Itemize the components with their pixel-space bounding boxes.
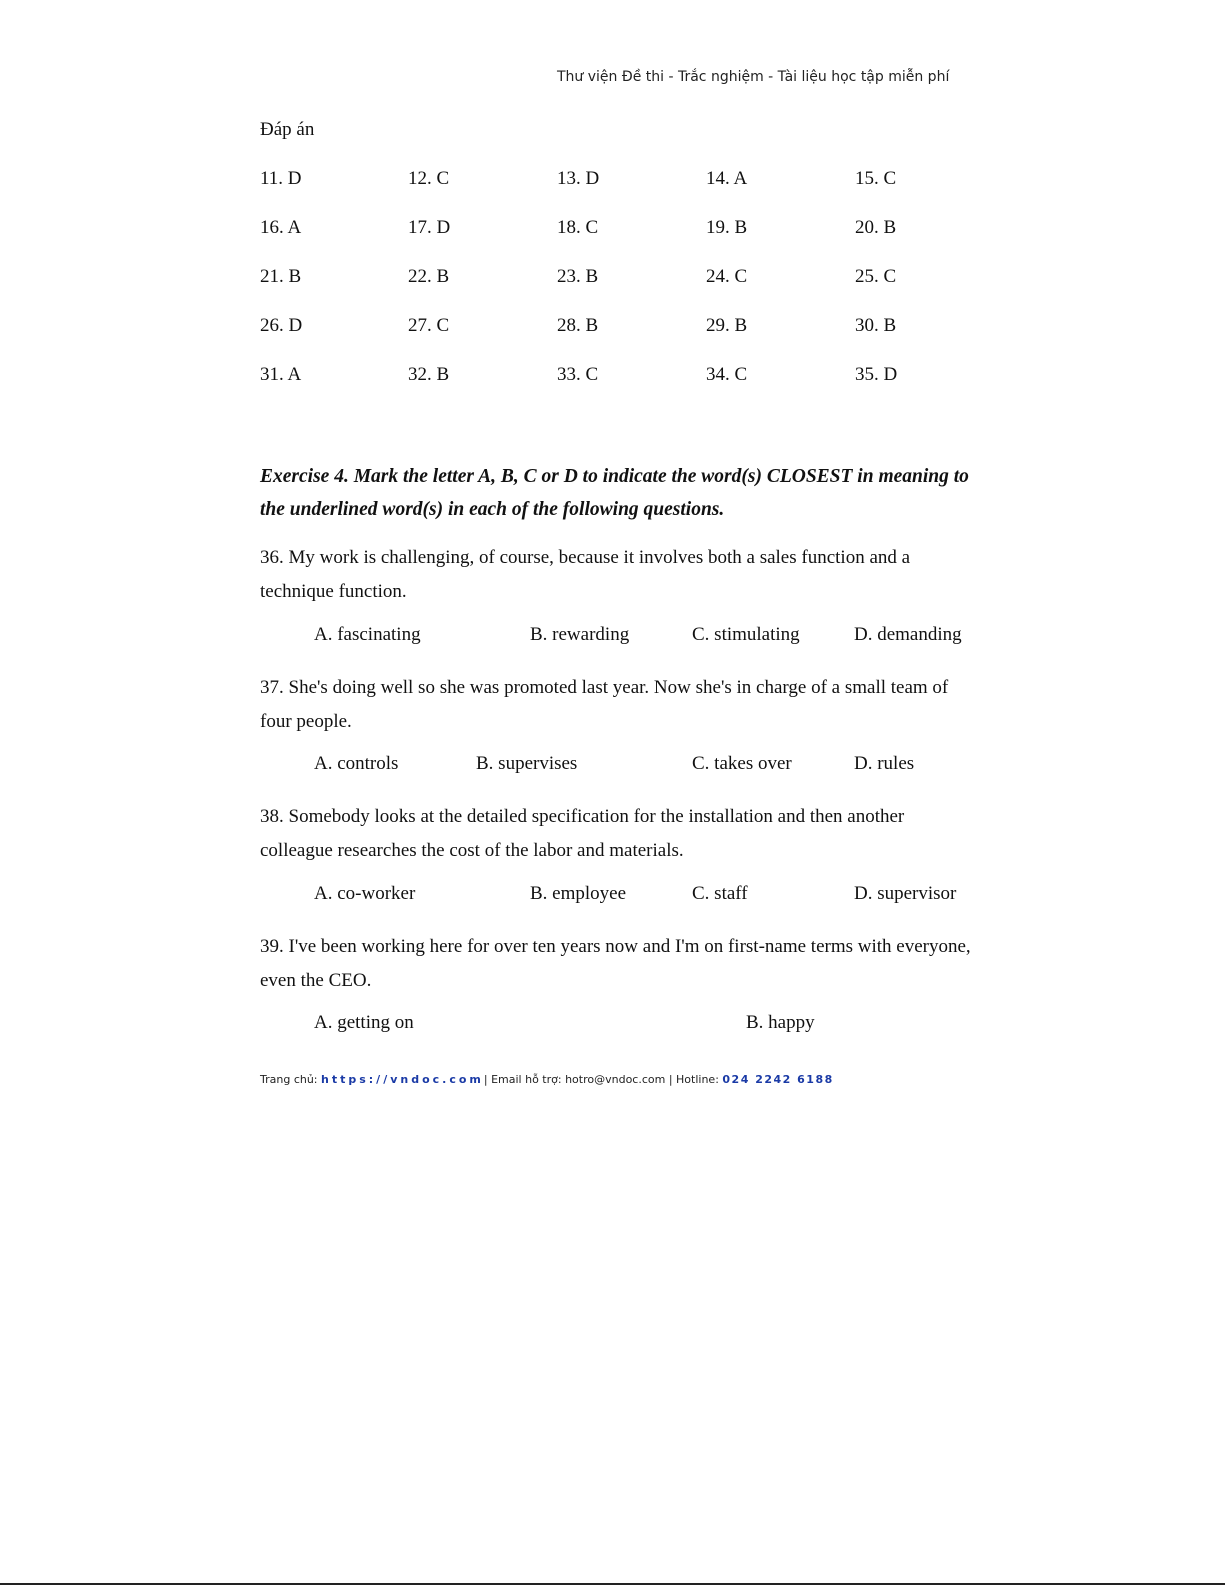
option-c: C. stimulating [692,624,800,645]
option-c: C. staff [692,883,748,904]
option-d: D. demanding [854,624,962,645]
answer-item: 31. A [260,364,302,385]
answer-item: 14. A [706,168,748,189]
answer-item: 32. B [408,364,450,385]
option-a: A. fascinating [314,624,421,645]
answer-item: 34. C [706,364,748,385]
answer-item: 11. D [260,168,302,189]
question-39: 39. I've been working here for over ten years now and I'm on first-name terms with everyone, even the CEO. [260,936,971,991]
question-36: 36. My work is challenging, of course, because it involves both a sales function and a technique function. [260,547,911,602]
exercise-title: Exercise 4. Mark the letter A, B, C or D to indicate the word(s) CLOSEST in meaning to the underlined word(s) in each of the following questions. [260,466,969,520]
answer-item: 26. D [260,315,303,336]
option-c: C. takes over [692,753,792,774]
answer-item: 25. C [855,266,897,287]
answer-item: 18. C [557,217,599,238]
answer-item: 20. B [855,217,897,238]
answer-item: 29. B [706,315,748,336]
option-b: B. supervises [476,753,578,774]
answer-item: 17. D [408,217,451,238]
option-a: A. getting on [314,1012,414,1033]
answer-item: 15. C [855,168,897,189]
answer-item: 24. C [706,266,748,287]
footer-hotline: 024 2242 6188 [722,1073,834,1086]
option-d: D. rules [854,753,915,774]
answer-item: 21. B [260,266,302,287]
answer-item: 22. B [408,266,450,287]
question-37: 37. She's doing well so she was promoted last year. Now she's in charge of a small team of four people. [260,677,949,732]
answers-label: Đáp án [260,119,315,140]
option-b: B. employee [530,883,627,904]
footer-email: | Email hỗ trợ: hotro@vndoc.com | Hotline: [483,1073,723,1086]
answer-item: 12. C [408,168,450,189]
option-a: A. co-worker [314,883,416,904]
page-footer [260,1073,834,1086]
answer-item: 35. D [855,364,898,385]
page-header: Thư viện Đề thi - Trắc nghiệm - Tài liệu học tập miễn phí [557,69,950,85]
answer-item: 16. A [260,217,302,238]
answer-item: 28. B [557,315,599,336]
footer-home-link[interactable]: https://vndoc.com [321,1073,484,1086]
answer-item: 27. C [408,315,450,336]
answer-item: 13. D [557,168,600,189]
answer-item: 30. B [855,315,897,336]
option-d: D. supervisor [854,883,957,904]
option-b: B. rewarding [530,624,630,645]
answer-item: 23. B [557,266,599,287]
footer-home-label: Trang chủ: [260,1073,322,1086]
option-a: A. controls [314,753,399,774]
answer-item: 19. B [706,217,748,238]
question-38: 38. Somebody looks at the detailed specification for the installation and then another colleague researches the cost of the labor and materials. [260,806,905,861]
answer-item: 33. C [557,364,599,385]
option-b: B. happy [746,1012,815,1033]
